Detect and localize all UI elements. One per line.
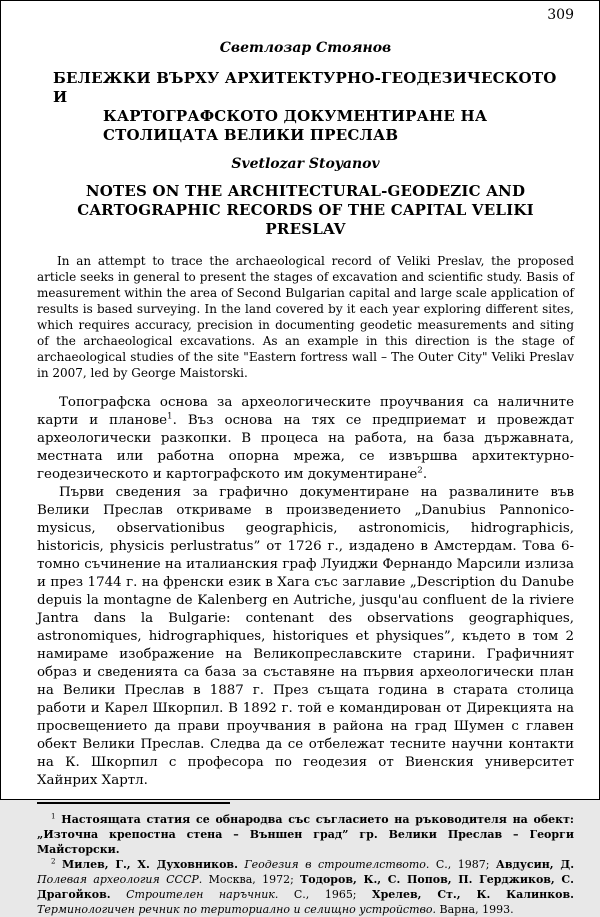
title-line: БЕЛЕЖКИ ВЪРХУ АРХИТЕКТУРНО-ГЕОДЕЗИЧЕСКОТО И (53, 69, 557, 106)
abstract-paragraph: In an attempt to trace the archaeological record of Veliki Preslav, the proposed article seeks in general to present the stages of excavation and scientific study. Basis of measurement within the area of Second Bulgarian capital and large scale application of results is based surveying. In the land covered by it each year exploring different sites, which requires accuracy, precision in documenting geodetic measurements and siting of the archaeological excavations. As an example in this direction is the stage of archaeological studies of the site "Eastern fortress wall – The Outer City" Veliki Preslav in 2007, led by George Maistorski. (37, 254, 574, 380)
footnote-separator (37, 802, 230, 804)
body-paragraph: Топографска основа за археологическите проучвания са наличните карти и планове$^1$. Въз основа на тях се предприемат и провеждат археологически разкопки. В процеса на работа, на база държавната, местната или работна опорна мрежа, се извършва архитектурно-геодезическото и картографското им документиране$^2$. (37, 395, 574, 482)
article-title-english (37, 182, 574, 239)
footnotes-section (37, 812, 574, 917)
title-line: СТОЛИЦАТА ВЕЛИКИ ПРЕСЛАВ (103, 126, 399, 144)
title-line: CARTOGRAPHIC RECORDS OF THE CAPITAL VELIKI PRESLAV (77, 201, 534, 238)
article-title-bulgarian (37, 69, 574, 145)
footnote: $^2$ Милев, Г., Х. Духовников. Геодезия в строителството. С., 1987; Авдусин, Д. Полевая археология СССР. Москва, 1972; Тодоров, К., С. Попов, П. Герджиков, С. Драгойков. Строителен наръчник. С., 1965; Хрелев, Ст., К. Калинков. Терминологичен речник по териториално и селищно устройство. Варна, 1993. (37, 856, 575, 916)
author-name-bulgarian: Светлозар Стоянов (219, 40, 392, 56)
title-line: NOTES ON THE ARCHITECTURAL-GEODEZIC AND (85, 182, 526, 200)
title-line: КАРТОГРАФСКОТО ДОКУМЕНТИРАНЕ НА (103, 107, 488, 125)
body-paragraph: Първи сведения за графично документиране на развалините във Велики Преслав откриваме в произведението „Danubius Pannonico-mysicus, observationibus geographicis, astronomicis, hidrographicis, historicis, physicis perlustratus” от 1726 г., издадено в Амстердам. Това 6-томно съчинение на италианския граф Луиджи Фернандо Марсили излиза и през 1744 г. на френски език в Хага със заглавие „Description du Danube depuis la montagne de Kalenberg en Autriche, jusqu'au confluent de la riviere Jantra dans la Bulgarie: contenant des observations geographiques, astronomiques, hidrographiques, historiques et physiques”, където в том 2 намираме изображение на Великопреславските старини. Графичният образ и сведенията са база за съставяне на първия археологически план на Велики Преслав в 1887 г. През същата година в старата столица работи и Карел Шкорпил. В 1892 г. той е командирован от Дирекцията на просвещението да прави проучвания в района на град Шумен с главен обект Велики Преслав. Следва да се отбележат тесните научни контакти на К. Шкорпил с професора по геодезия от Виенския университет Хайнрих Хартл. (37, 485, 574, 788)
page-number: 309 (547, 7, 574, 23)
author-name-english: Svetlozar Stoyanov (231, 156, 380, 172)
footnote: $^1$ Настоящата статия се обнародва със съгласието на ръководителя на обект: „Източна крепостна стена – Външен град” гр. Велики Преслав – Георги Майсторски. (37, 811, 574, 856)
